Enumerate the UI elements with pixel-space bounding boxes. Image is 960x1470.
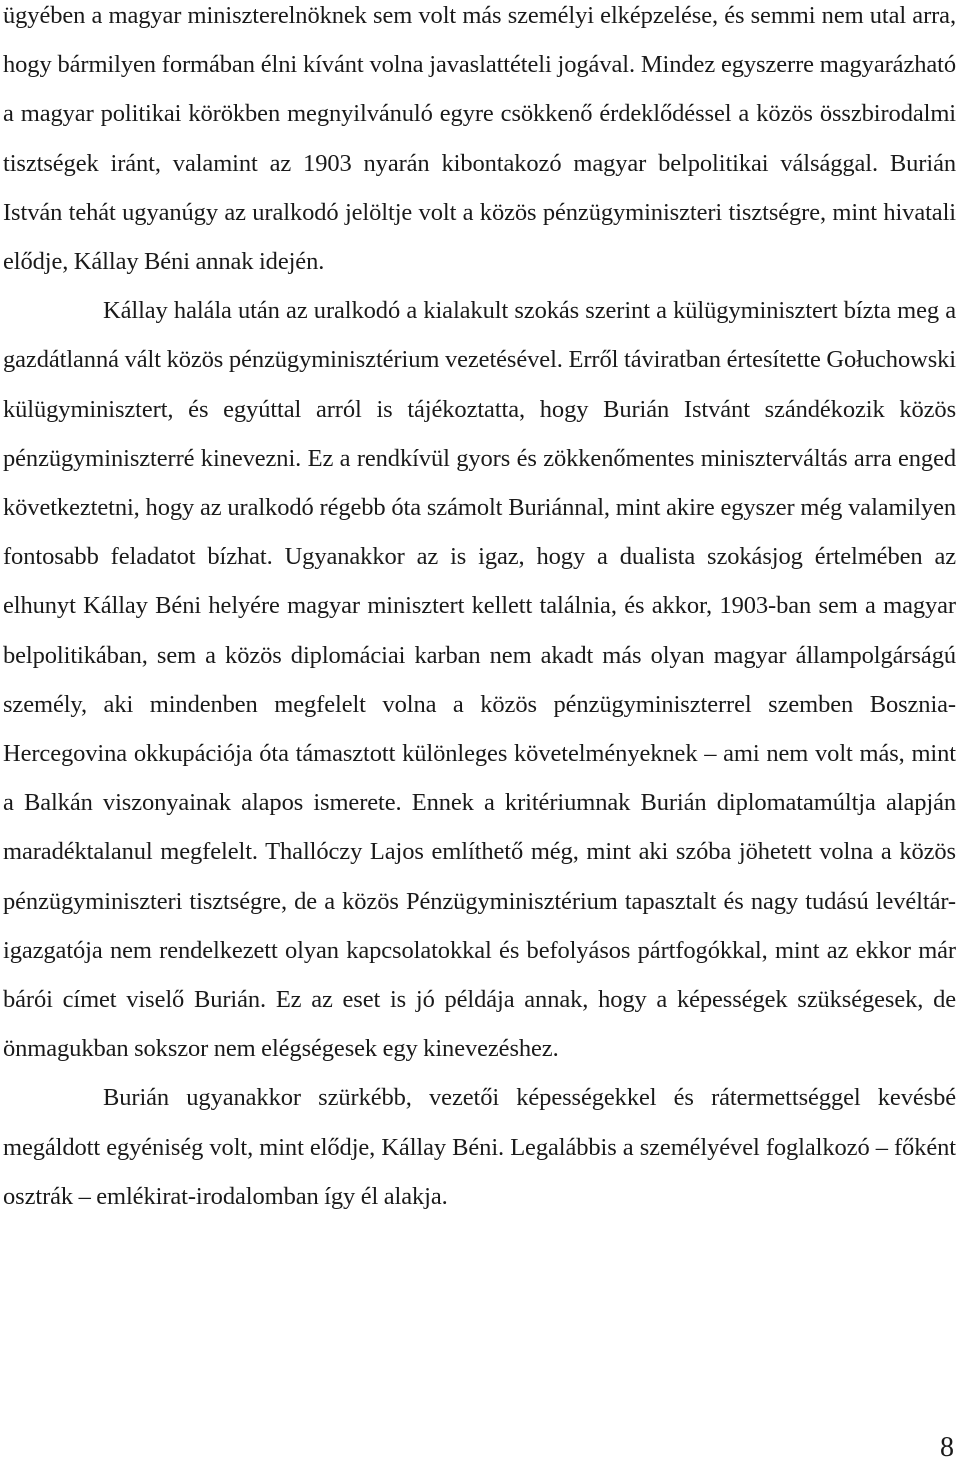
page-number: 8 bbox=[940, 1432, 954, 1463]
paragraph-3: Burián ugyanakkor szürkébb, vezetői képességekkel és rátermettséggel kevésbé megáldott egyéniség volt, mint elődje, Kállay Béni. Legalábbis a személyével foglalkozó – főként osztrák – emlékirat-irodalomban így él alakja. bbox=[3, 1084, 956, 1210]
document-page bbox=[3, 0, 956, 1221]
paragraph-1: ügyében a magyar miniszterelnöknek sem volt más személyi elképzelése, és semmi nem utal arra, hogy bármilyen formában élni kívánt volna javaslattételi jogával. Mindez egyszerre magyarázható a magyar politikai körökben megnyilvánuló egyre csökkenő érdeklődéssel a közös összbirodalmi tisztségek iránt, valamint az 1903 nyarán kibontakozó magyar belpolitikai válsággal. Burián István tehát ugyanúgy az uralkodó jelöltje volt a közös pénzügyminiszteri tisztségre, mint hivatali elődje, Kállay Béni annak idején. bbox=[3, 2, 956, 276]
paragraph-2: Kállay halála után az uralkodó a kialakult szokás szerint a külügyminisztert bízta meg a gazdátlanná vált közös pénzügyminisztérium vezetésével. Erről táviratban értesítette Gołuchowski külügyminisztert, és egyúttal arról is tájékoztatta, hogy Burián Istvánt szándékozik közös pénzügyminiszterré kinevezni. Ez a rendkívül gyors és zökkenőmentes miniszterváltás arra enged következtetni, hogy az uralkodó régebb óta számolt Buriánnal, mint akire egyszer még valamilyen fontosabb feladatot bízhat. Ugyanakkor az is igaz, hogy a dualista szokásjog értelmében az elhunyt Kállay Béni helyére magyar minisztert kellett találnia, és akkor, 1903-ban sem a magyar belpolitikában, sem a közös diplomáciai karban nem akadt más olyan magyar állampolgárságú személy, aki mindenben megfelelt volna a közös pénzügyminiszterrel szemben Bosznia-Hercegovina okkupációja óta támasztott különleges követelményeknek – ami nem volt más, mint a Balkán viszonyainak alapos ismerete. Ennek a kritériumnak Burián diplomatamúltja alapján maradéktalanul megfelelt. Thallóczy Lajos említhető még, mint aki szóba jöhetett volna a közös pénzügyminiszteri tisztségre, de a közös Pénzügyminisztérium tapasztalt és nagy tudású levéltár-igazgatója nem rendelkezett olyan kapcsolatokkal és befolyásos pártfogókkal, mint az ekkor már bárói címet viselő Burián. Ez az eset is jó példája annak, hogy a képességek szükségesek, de önmagukban sokszor nem elégségesek egy kinevezéshez. bbox=[3, 297, 956, 1063]
